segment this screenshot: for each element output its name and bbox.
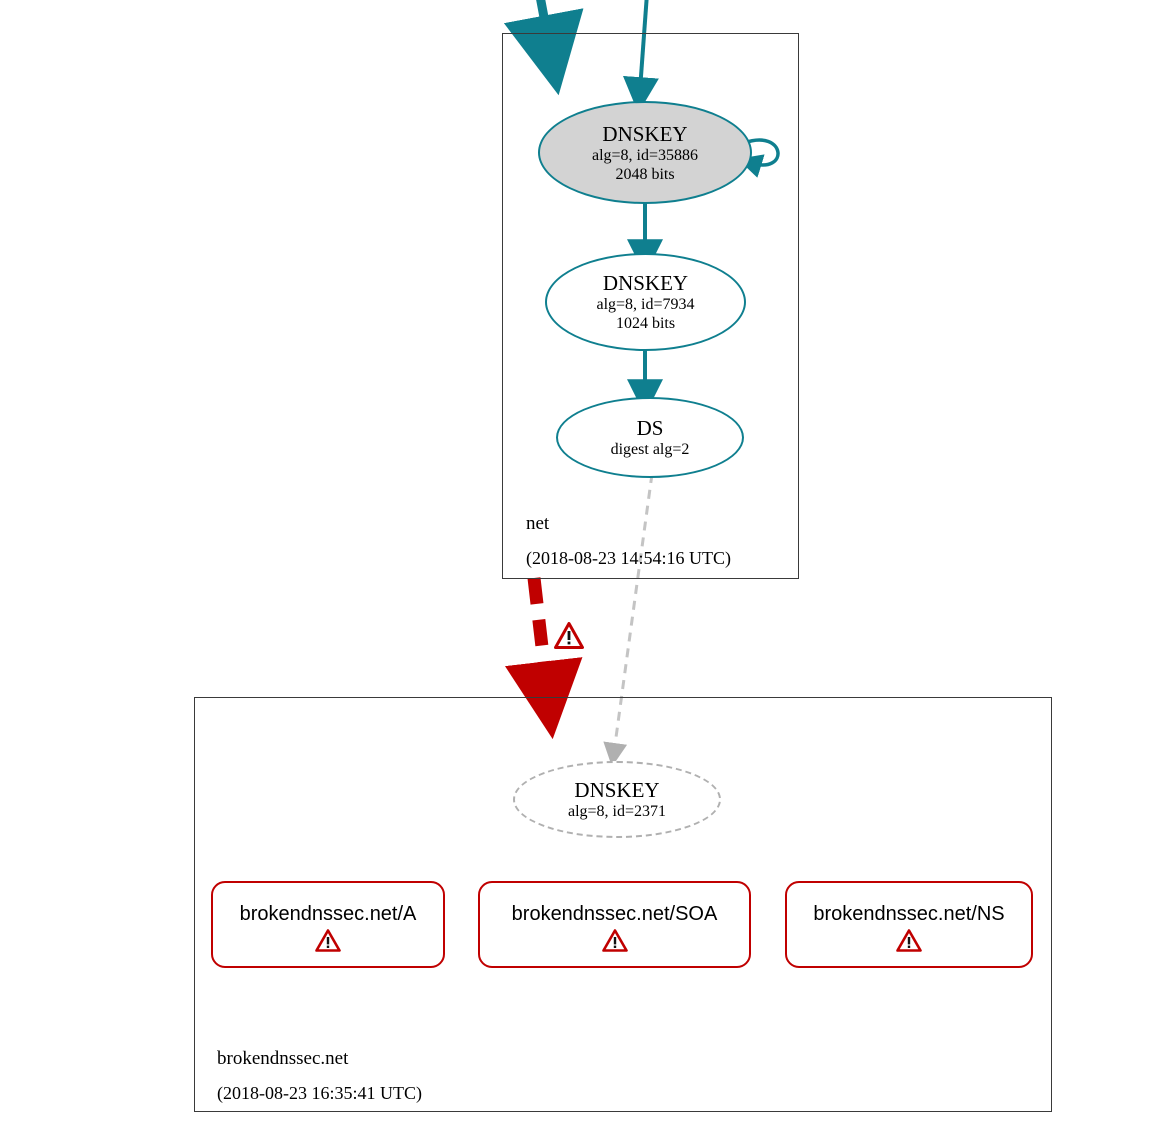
rr-label-ns: brokendnssec.net/NS [813, 902, 1005, 925]
node-dnskey-2371-type: DNSKEY [574, 778, 660, 802]
node-ds-type: DS [636, 416, 664, 440]
zone-timestamp-net: (2018-08-23 14:54:16 UTC) [526, 548, 731, 568]
rr-label-a: brokendnssec.net/A [239, 902, 417, 925]
warning-icon-delegation [554, 622, 584, 649]
node-dnskey-35886-type: DNSKEY [602, 121, 688, 146]
zone-timestamp-brokendnssec: (2018-08-23 16:35:41 UTC) [217, 1083, 422, 1103]
node-dnskey-7934-type: DNSKEY [602, 271, 689, 295]
node-ds[interactable] [556, 397, 744, 478]
node-dnskey-7934[interactable] [545, 253, 746, 351]
node-ds-digest: digest alg=2 [610, 441, 690, 458]
zone-label-brokendnssec: brokendnssec.net [217, 1048, 349, 1069]
edge-zone-delegation-broken [534, 578, 547, 690]
rr-label-soa: brokendnssec.net/SOA [511, 902, 718, 925]
warning-icon-ns [896, 929, 922, 952]
node-dnskey-2371-alg: alg=8, id=2371 [567, 803, 667, 820]
node-dnskey-7934-size: 1024 bits [615, 315, 676, 332]
rr-box-ns[interactable] [785, 881, 1033, 968]
zone-label-net: net [526, 513, 550, 534]
node-dnskey-35886[interactable] [538, 101, 752, 204]
rr-box-a[interactable] [211, 881, 445, 968]
node-dnskey-35886-size: 2048 bits [615, 165, 675, 183]
node-dnskey-35886-alg: alg=8, id=35886 [591, 146, 699, 164]
node-dnskey-7934-alg: alg=8, id=7934 [596, 296, 695, 313]
warning-icon-soa [602, 929, 628, 952]
node-dnskey-2371[interactable] [513, 761, 721, 838]
rr-box-soa[interactable] [478, 881, 751, 968]
warning-icon-a [315, 929, 341, 952]
